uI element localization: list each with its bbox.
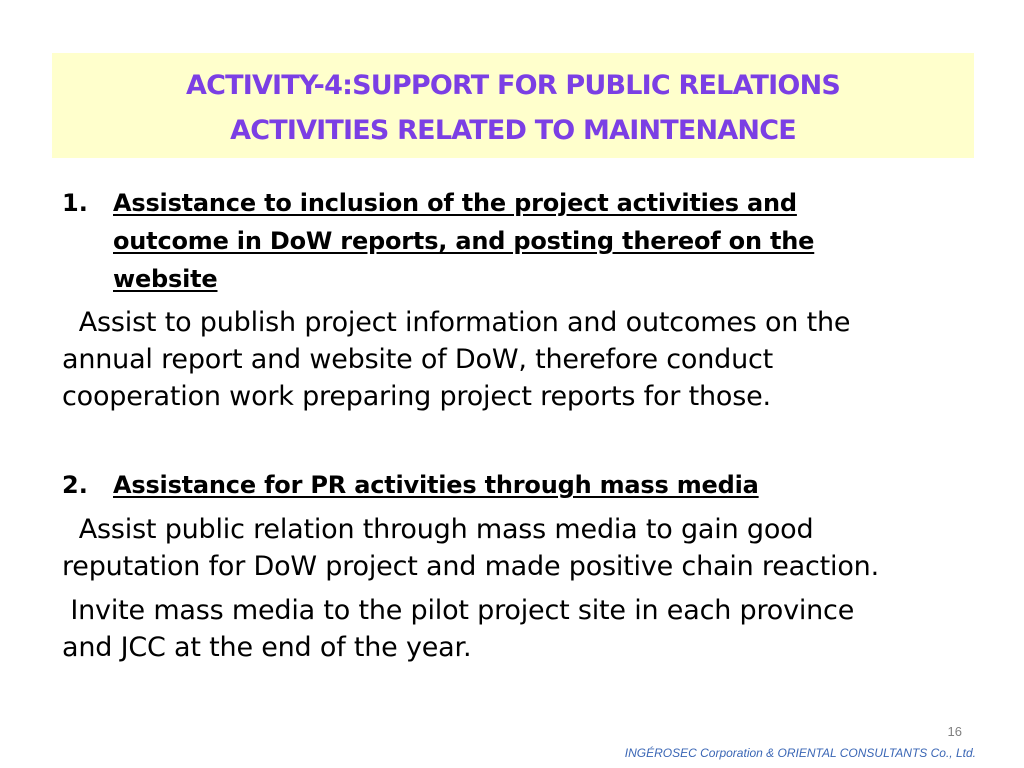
footer-credit: INGÉROSEC Corporation & ORIENTAL CONSULTANTS Co., Ltd. (624, 746, 976, 760)
section-1-heading-line-2: outcome in DoW reports, and posting thereof on the (113, 227, 815, 255)
page-number: 16 (947, 724, 962, 739)
slide-title-line-1: ACTIVITY-4:SUPPORT FOR PUBLIC RELATIONS (185, 70, 841, 101)
section-2-body-line-3: Invite mass media to the pilot project site in each province (62, 595, 855, 626)
section-1-body-line-1: Assist to publish project information and outcomes on the (62, 307, 851, 338)
section-2-body-line-2: reputation for DoW project and made positive chain reaction. (62, 551, 879, 582)
section-2-heading: Assistance for PR activities through mass media (113, 471, 759, 499)
title-banner (52, 53, 974, 158)
section-1-body-line-3: cooperation work preparing project reports for those. (62, 381, 771, 412)
section-2-body-line-4: and JCC at the end of the year. (62, 632, 472, 663)
section-1-number: 1. (62, 189, 88, 217)
section-1-heading-line-3: website (113, 265, 218, 293)
section-1-body-line-2: annual report and website of DoW, therefore conduct (62, 344, 774, 375)
section-2-body-line-1: Assist public relation through mass media to gain good (62, 514, 814, 545)
slide-title-line-2: ACTIVITIES RELATED TO MAINTENANCE (230, 115, 796, 146)
section-1-heading-line-1: Assistance to inclusion of the project activities and (113, 189, 797, 217)
section-2-number: 2. (62, 471, 88, 499)
